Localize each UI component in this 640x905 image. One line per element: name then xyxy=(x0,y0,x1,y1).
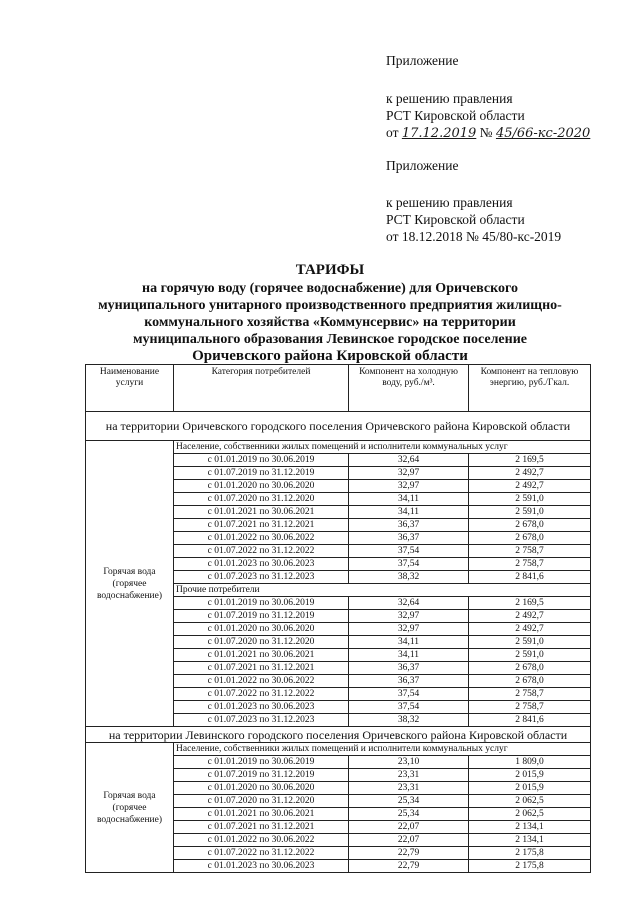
cold-component-cell: 22,07 xyxy=(349,834,469,847)
title-line-3: коммунального хозяйства «Коммунсервис» на территории xyxy=(144,315,516,330)
cold-component-cell: 25,34 xyxy=(349,795,469,808)
territory-label: на территории Левинского городского поселения Оричевского района Кировской области xyxy=(86,727,591,743)
cold-component-cell: 37,54 xyxy=(349,558,469,571)
heat-component-cell: 2 678,0 xyxy=(469,662,591,675)
period-cell: с 01.01.2022 по 30.06.2022 xyxy=(174,675,349,688)
heat-component-cell: 2 492,7 xyxy=(469,480,591,493)
header-cold-component: Компонент на холодную воду, руб./м³. xyxy=(349,365,469,412)
category-row xyxy=(86,743,591,756)
category-label: Прочие потребители xyxy=(174,584,591,597)
territory-row xyxy=(86,412,591,441)
heat-component-cell: 2 169,5 xyxy=(469,454,591,467)
period-cell: с 01.07.2022 по 31.12.2022 xyxy=(174,688,349,701)
handwritten-number: 45/66-кс-2020 xyxy=(495,126,591,141)
cold-component-cell: 22,79 xyxy=(349,847,469,860)
header-heat-component: Компонент на тепловую энергию, руб./Гкал. xyxy=(469,365,591,412)
period-cell: с 01.07.2020 по 31.12.2020 xyxy=(174,493,349,506)
cold-component-cell: 22,07 xyxy=(349,821,469,834)
heat-component-cell: 2 841,6 xyxy=(469,571,591,584)
heat-component-cell: 2 492,7 xyxy=(469,467,591,480)
heat-component-cell: 2 015,9 xyxy=(469,782,591,795)
heat-component-cell: 2 758,7 xyxy=(469,545,591,558)
appendix-old-line3: от 18.12.2018 № 45/80-кс-2019 xyxy=(386,229,562,244)
cold-component-cell: 32,64 xyxy=(349,454,469,467)
territory-row xyxy=(86,727,591,743)
period-cell: с 01.01.2019 по 30.06.2019 xyxy=(174,756,349,769)
cold-component-cell: 23,31 xyxy=(349,769,469,782)
period-cell: с 01.07.2019 по 31.12.2019 xyxy=(174,610,349,623)
period-cell: с 01.01.2019 по 30.06.2019 xyxy=(174,597,349,610)
cold-component-cell: 37,54 xyxy=(349,701,469,714)
cold-component-cell: 23,31 xyxy=(349,782,469,795)
appendix-new-line1: к решению правления xyxy=(386,91,513,106)
header-category: Категория потребителей xyxy=(174,365,349,412)
title-line-1: на горячую воду (горячее водоснабжение) для Оричевского xyxy=(142,281,518,296)
appendix-old-line1: к решению правления xyxy=(386,195,513,210)
cold-component-cell: 36,37 xyxy=(349,662,469,675)
handwritten-date: 17.12.2019 xyxy=(401,126,477,141)
appendix-new-date-line xyxy=(386,125,590,141)
heat-component-cell: 2 758,7 xyxy=(469,701,591,714)
appendix-new-line2: РСТ Кировской области xyxy=(386,108,525,123)
period-cell: с 01.07.2020 по 31.12.2020 xyxy=(174,795,349,808)
period-cell: с 01.01.2021 по 30.06.2021 xyxy=(174,808,349,821)
service-name: Горячая вода (горячее водоснабжение) xyxy=(86,743,174,873)
period-cell: с 01.01.2019 по 30.06.2019 xyxy=(174,454,349,467)
heat-component-cell: 2 678,0 xyxy=(469,532,591,545)
cold-component-cell: 32,64 xyxy=(349,597,469,610)
period-cell: с 01.07.2021 по 31.12.2021 xyxy=(174,662,349,675)
cold-component-cell: 32,97 xyxy=(349,467,469,480)
cold-component-cell: 23,10 xyxy=(349,756,469,769)
appendix-new-title: Приложение xyxy=(386,53,459,68)
category-label: Население, собственники жилых помещений и исполнители коммунальных услуг xyxy=(174,441,591,454)
cold-component-cell: 34,11 xyxy=(349,636,469,649)
period-cell: с 01.07.2021 по 31.12.2021 xyxy=(174,519,349,532)
period-cell: с 01.01.2023 по 30.06.2023 xyxy=(174,701,349,714)
period-cell: с 01.07.2019 по 31.12.2019 xyxy=(174,467,349,480)
cold-component-cell: 34,11 xyxy=(349,506,469,519)
document-title: ТАРИФЫ xyxy=(295,262,365,278)
heat-component-cell: 2 678,0 xyxy=(469,519,591,532)
period-cell: с 01.07.2022 по 31.12.2022 xyxy=(174,545,349,558)
period-cell: с 01.07.2023 по 31.12.2023 xyxy=(174,714,349,727)
cold-component-cell: 32,97 xyxy=(349,623,469,636)
period-cell: с 01.01.2022 по 30.06.2022 xyxy=(174,834,349,847)
date-prefix: от xyxy=(386,125,399,140)
territory-label: на территории Оричевского городского поселения Оричевского района Кировской области xyxy=(86,412,591,441)
cold-component-cell: 25,34 xyxy=(349,808,469,821)
heat-component-cell: 2 169,5 xyxy=(469,597,591,610)
heat-component-cell: 2 492,7 xyxy=(469,623,591,636)
cold-component-cell: 36,37 xyxy=(349,675,469,688)
heat-component-cell: 2 591,0 xyxy=(469,636,591,649)
heat-component-cell: 2 015,9 xyxy=(469,769,591,782)
heat-component-cell: 2 591,0 xyxy=(469,506,591,519)
cold-component-cell: 36,37 xyxy=(349,532,469,545)
period-cell: с 01.01.2021 по 30.06.2021 xyxy=(174,649,349,662)
period-cell: с 01.07.2022 по 31.12.2022 xyxy=(174,847,349,860)
cold-component-cell: 37,54 xyxy=(349,545,469,558)
heat-component-cell: 2 758,7 xyxy=(469,558,591,571)
period-cell: с 01.01.2020 по 30.06.2020 xyxy=(174,782,349,795)
tariff-table-body xyxy=(86,365,591,873)
period-cell: с 01.01.2021 по 30.06.2021 xyxy=(174,506,349,519)
table-header-row xyxy=(86,365,591,412)
cold-component-cell: 34,11 xyxy=(349,649,469,662)
heat-component-cell: 2 134,1 xyxy=(469,821,591,834)
period-cell: с 01.07.2023 по 31.12.2023 xyxy=(174,571,349,584)
heat-component-cell: 2 758,7 xyxy=(469,688,591,701)
heat-component-cell: 2 591,0 xyxy=(469,649,591,662)
period-cell: с 01.01.2022 по 30.06.2022 xyxy=(174,532,349,545)
period-cell: с 01.07.2021 по 31.12.2021 xyxy=(174,821,349,834)
cold-component-cell: 32,97 xyxy=(349,480,469,493)
period-cell: с 01.01.2023 по 30.06.2023 xyxy=(174,860,349,873)
period-cell: с 01.01.2020 по 30.06.2020 xyxy=(174,480,349,493)
cold-component-cell: 32,97 xyxy=(349,610,469,623)
tariff-table xyxy=(85,364,591,873)
period-cell: с 01.01.2023 по 30.06.2023 xyxy=(174,558,349,571)
header-service: Наименование услуги xyxy=(86,365,174,412)
heat-component-cell: 2 062,5 xyxy=(469,808,591,821)
number-prefix: № xyxy=(479,125,493,140)
service-name: Горячая вода (горячее водоснабжение) xyxy=(86,441,174,727)
title-line-2: муниципального унитарного производственного предприятия жилищно- xyxy=(98,298,562,313)
cold-component-cell: 22,79 xyxy=(349,860,469,873)
cold-component-cell: 34,11 xyxy=(349,493,469,506)
category-row xyxy=(86,441,591,454)
heat-component-cell: 2 175,8 xyxy=(469,847,591,860)
appendix-old-line2: РСТ Кировской области xyxy=(386,212,525,227)
period-cell: с 01.07.2019 по 31.12.2019 xyxy=(174,769,349,782)
cold-component-cell: 38,32 xyxy=(349,714,469,727)
period-cell: с 01.07.2020 по 31.12.2020 xyxy=(174,636,349,649)
heat-component-cell: 2 678,0 xyxy=(469,675,591,688)
category-label: Население, собственники жилых помещений и исполнители коммунальных услуг xyxy=(174,743,591,756)
heat-component-cell: 2 492,7 xyxy=(469,610,591,623)
period-cell: с 01.01.2020 по 30.06.2020 xyxy=(174,623,349,636)
heat-component-cell: 2 134,1 xyxy=(469,834,591,847)
cold-component-cell: 37,54 xyxy=(349,688,469,701)
heat-component-cell: 2 591,0 xyxy=(469,493,591,506)
heat-component-cell: 2 062,5 xyxy=(469,795,591,808)
title-line-5: Оричевского района Кировской области xyxy=(192,348,468,364)
heat-component-cell: 1 809,0 xyxy=(469,756,591,769)
appendix-old-title: Приложение xyxy=(386,158,459,173)
cold-component-cell: 38,32 xyxy=(349,571,469,584)
title-line-4: муниципального образования Левинское городское поселение xyxy=(133,332,527,347)
cold-component-cell: 36,37 xyxy=(349,519,469,532)
heat-component-cell: 2 841,6 xyxy=(469,714,591,727)
heat-component-cell: 2 175,8 xyxy=(469,860,591,873)
